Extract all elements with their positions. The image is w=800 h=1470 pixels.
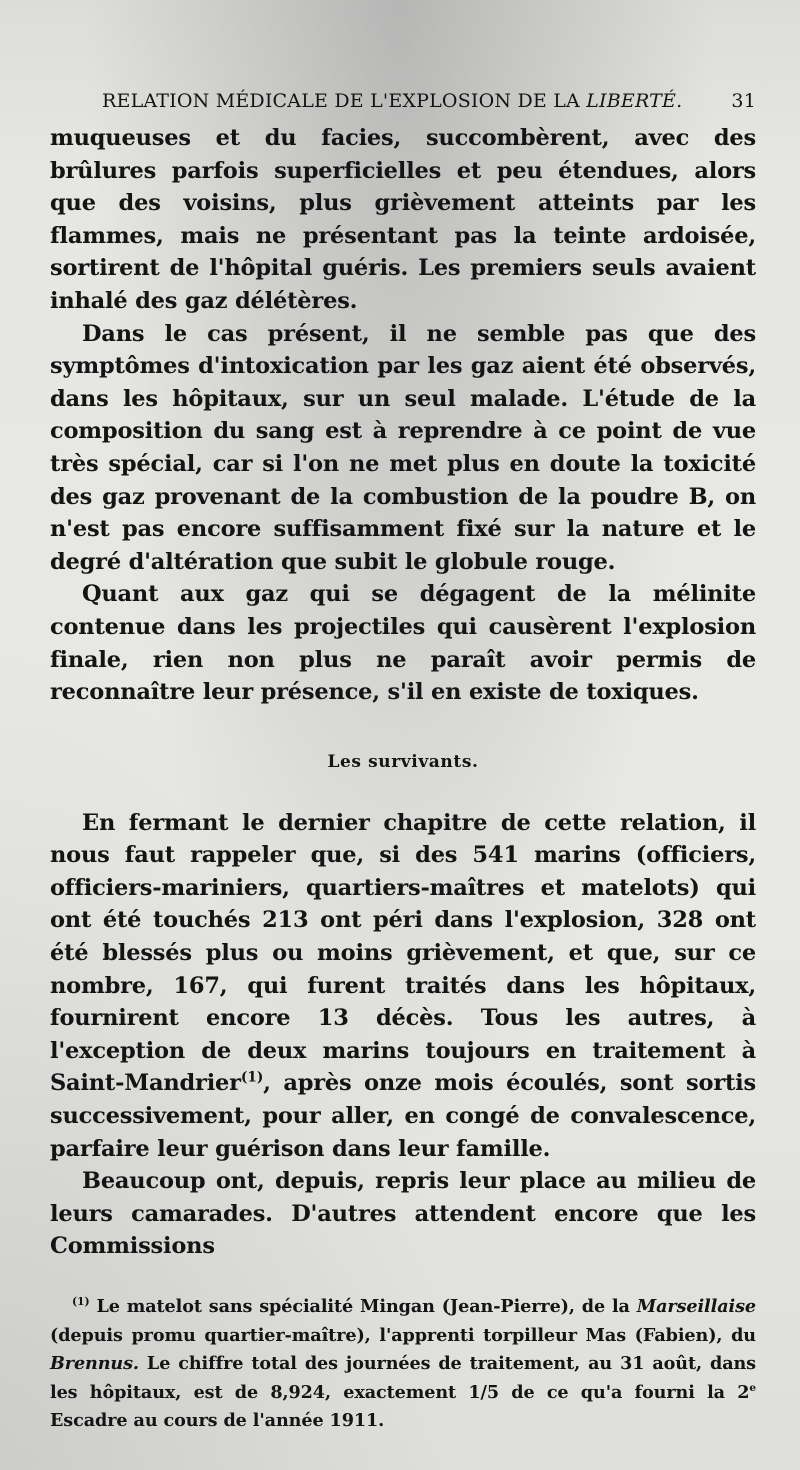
paragraph-survivors: En fermant le dernier chapitre de cette relation, il nous faut rappeler que, si des 541 marins (officiers, officiers-mariniers, quartiers-maîtres et matelots) qui ont été touchés 213 ont péri dans l'explosion, 328 ont été blessés plus ou moins grièvement, et que, sur ce nombre, 167, qui furent traités dans les hôpitaux, fournirent encore 13 décès. Tous les autres, à l'exception de deux marins toujours en traitement à Saint-Mandrier$^{(1)}$, après onze mois écoulés, sont sortis successivement, pour aller, en congé de convalescence, parfaire leur guérison dans leur famille. bbox=[50, 809, 756, 1162]
paragraph-intoxication: Dans le cas présent, il ne semble pas que des symptômes d'intoxication par les gaz aient été observés, dans les hôpitaux, sur un seul malade. L'étude de la composition du sang est à reprendre à ce point de vue très spécial, car si l'on ne met plus en doute la toxicité des gaz provenant de la combustion de la poudre B, on n'est pas encore suffisamment fixé sur la nature et le degré d'altération que subit le globule rouge. bbox=[50, 320, 756, 575]
body-text bbox=[50, 122, 756, 709]
footnote-mark: (1) bbox=[72, 1295, 90, 1309]
footnote: $^{(1)}$ Le matelot sans spécialité Mingan (Jean-Pierre), de la Marseillaise (depuis promu quartier-maître), l'apprenti torpilleur Mas (Fabien), du Brennus. Le chiffre total des journées de traitement, au 31 août, dans les hôpitaux, est de 8,924, exactement 1/5 de ce qu'a fourni la 2e Escadre au cours de l'année 1911. bbox=[50, 1295, 756, 1431]
running-title: RELATION MÉDICALE DE L'EXPLOSION DE LA LIBERTÉ. bbox=[102, 90, 683, 112]
paragraph-melinite: Quant aux gaz qui se dégagent de la mélinite contenue dans les projectiles qui causèrent l'explosion finale, rien non plus ne paraît avoir permis de reconnaître leur présence, s'il en existe de toxiques. bbox=[50, 581, 756, 706]
ship-name: Marseillaise bbox=[636, 1296, 756, 1317]
footnote-block bbox=[50, 1293, 756, 1436]
paragraph-continued: muqueuses et du facies, succombèrent, avec des brûlures parfois superficielles et peu étendues, alors que des voisins, plus grièvement atteints par les flammes, mais ne présentant pas la teinte ardoisée, sortirent de l'hôpital guéris. Les premiers seuls avaient inhalé des gaz délétères. bbox=[50, 125, 756, 314]
running-head bbox=[102, 84, 756, 118]
ship-name: Brennus. bbox=[50, 1353, 139, 1374]
section-body bbox=[50, 807, 756, 1263]
ordinal-suffix: e bbox=[749, 1381, 756, 1394]
section-heading: Les survivants. bbox=[327, 751, 479, 772]
ship-name: LIBERTÉ. bbox=[586, 90, 683, 112]
page-number: 31 bbox=[731, 90, 756, 112]
paragraph-camarades: Beaucoup ont, depuis, repris leur place au milieu de leurs camarades. D'autres attendent encore que les Commissions bbox=[50, 1168, 756, 1260]
page-content bbox=[50, 84, 756, 1436]
footnote-reference[interactable]: (1) bbox=[240, 1069, 264, 1086]
